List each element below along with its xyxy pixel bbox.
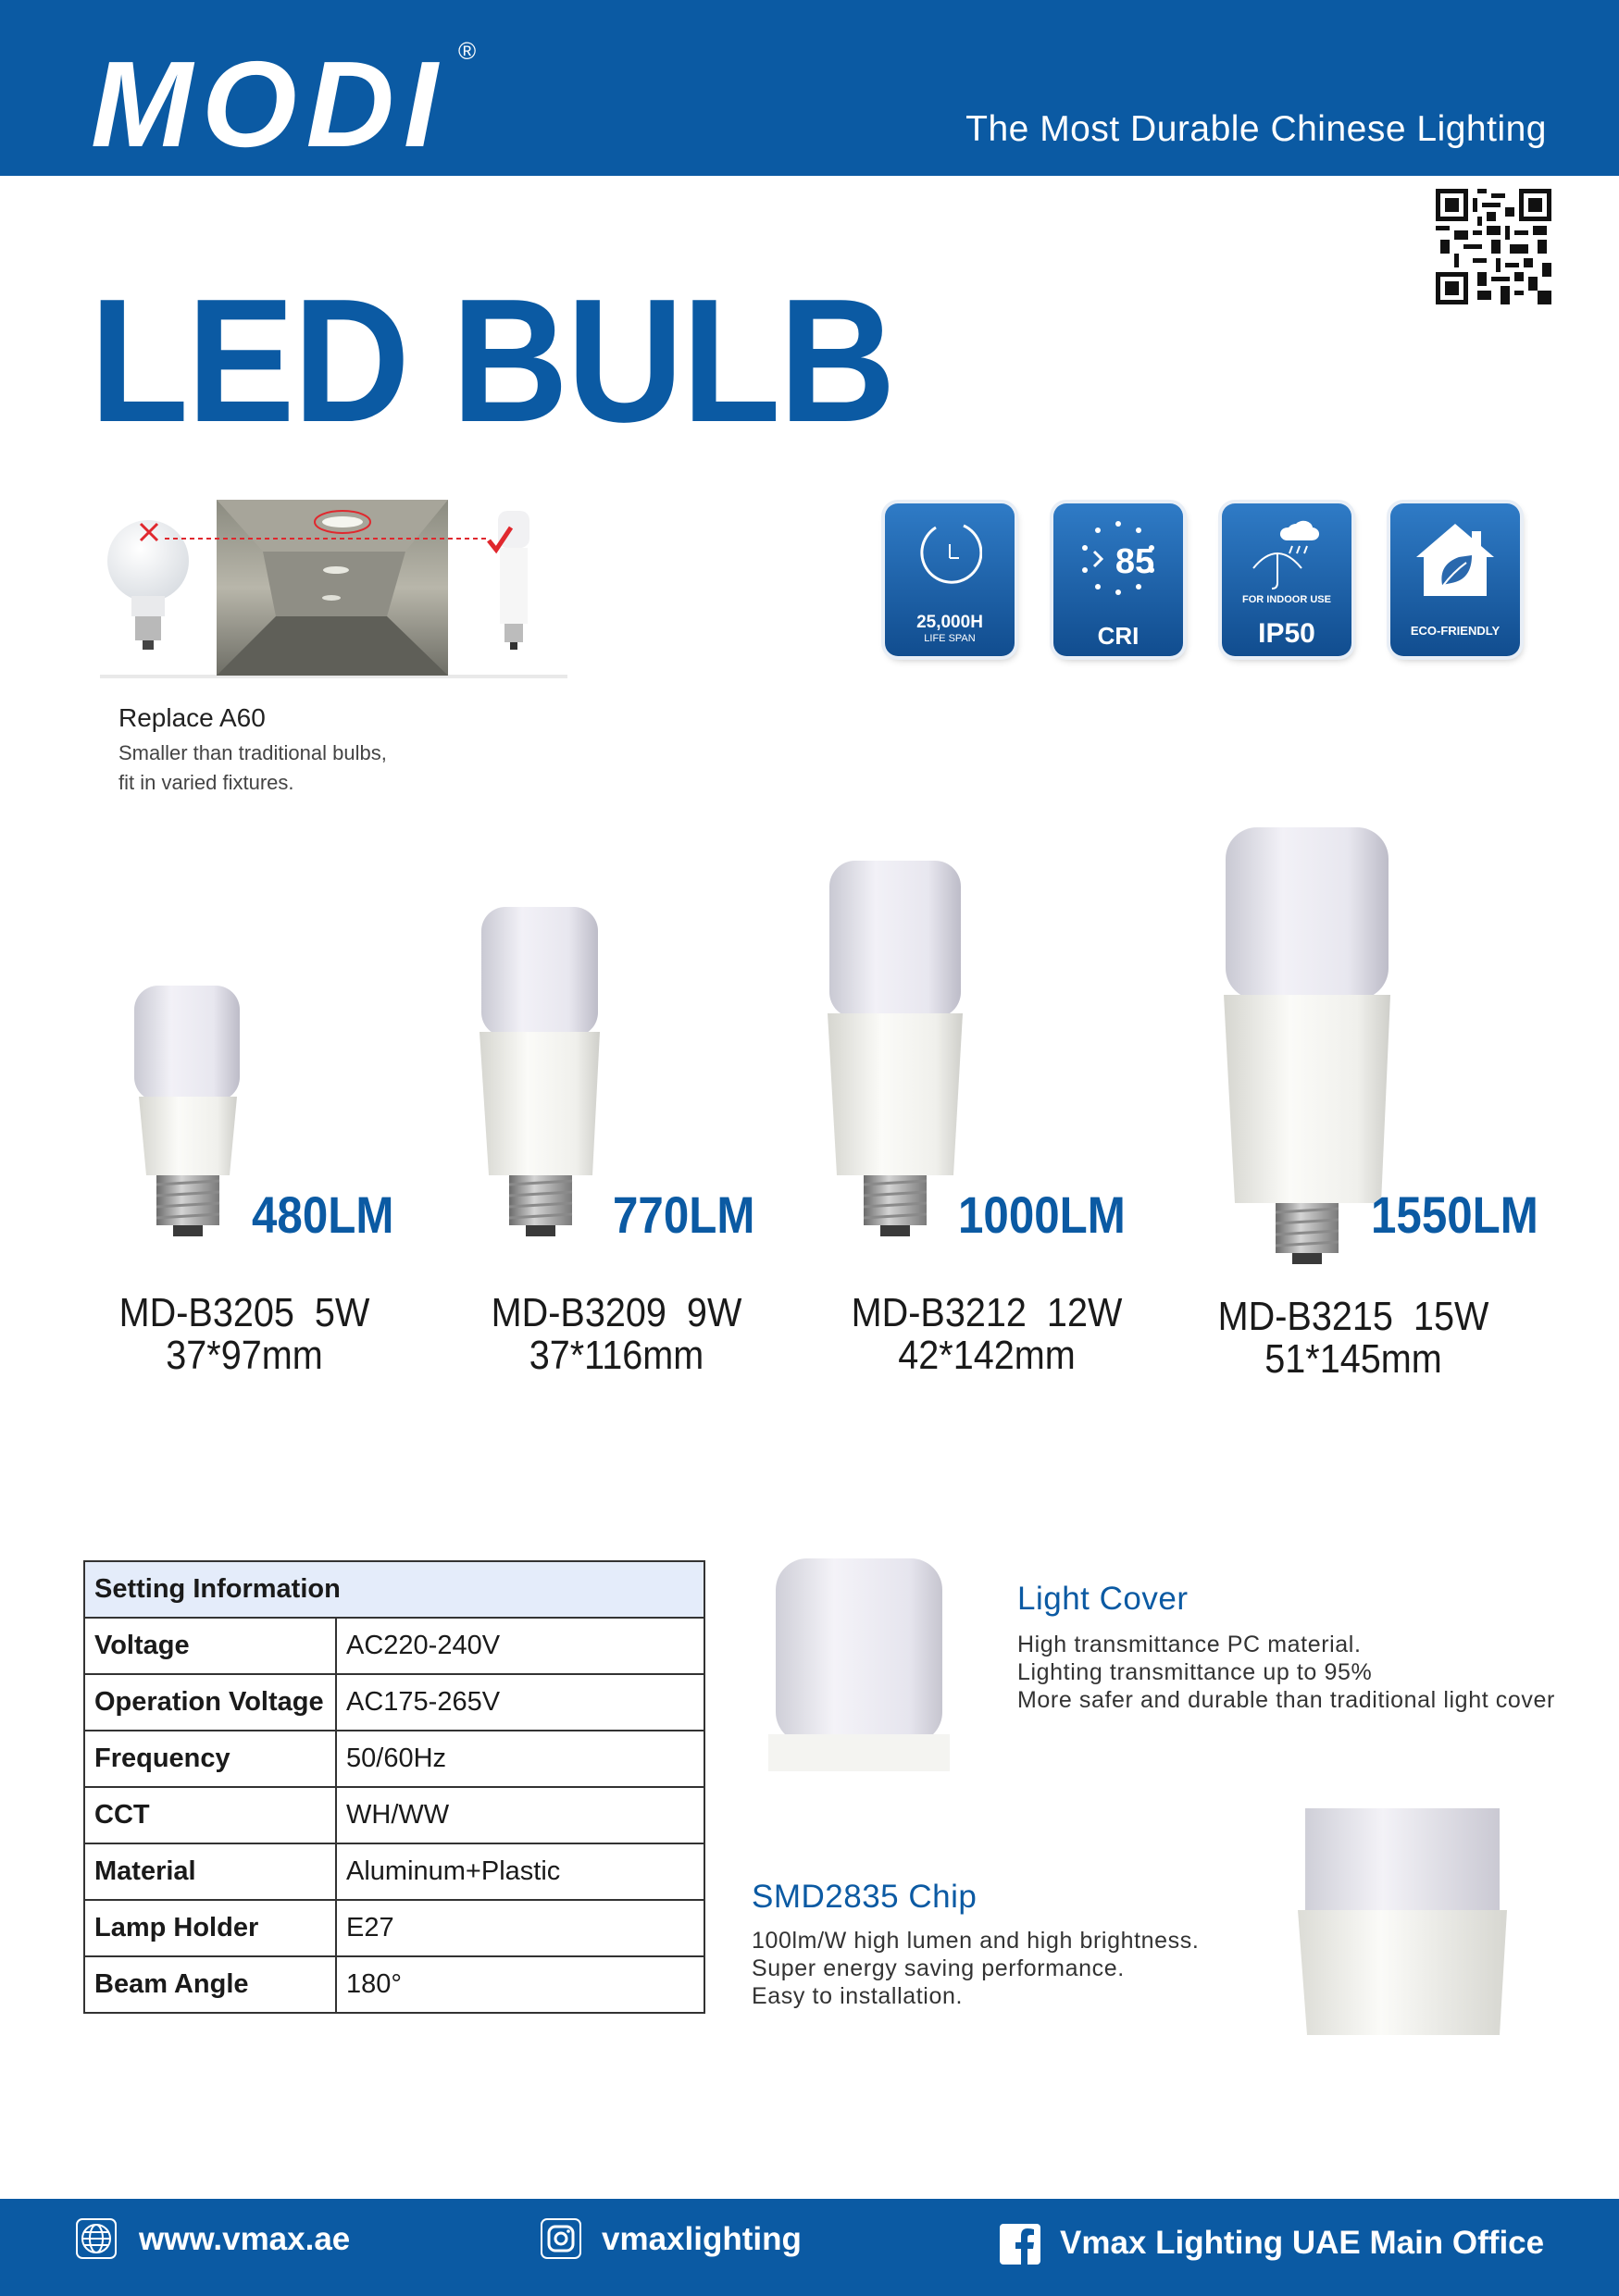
bulb-480lm — [134, 986, 240, 1236]
model-name: MD-B3215 15W — [1217, 1294, 1489, 1339]
table-row — [84, 1674, 704, 1731]
cri-label: CRI — [1097, 622, 1140, 650]
product-model-b3212 — [845, 1292, 1128, 1377]
spec-value: 50/60Hz — [336, 1731, 704, 1787]
spec-table-header: Setting Information — [84, 1561, 704, 1618]
replace-description — [118, 738, 387, 798]
instagram-icon — [541, 2218, 581, 2259]
registered-mark: ® — [458, 37, 477, 65]
light-cover-image — [766, 1558, 952, 1771]
light-cover-line: High transmittance PC material. — [1017, 1632, 1362, 1657]
model-size: 42*142mm — [898, 1333, 1076, 1378]
smd-chip-image — [1296, 1808, 1509, 2040]
cri-value: 85 — [1115, 542, 1155, 581]
footer-website-link[interactable]: www.vmax.ae — [139, 2221, 351, 2257]
model-name: MD-B3205 5W — [118, 1290, 370, 1335]
feature-cri — [1053, 503, 1183, 656]
spec-value: WH/WW — [336, 1787, 704, 1843]
replace-title: Replace A60 — [118, 703, 266, 732]
chip-line: 100lm/W high lumen and high brightness. — [752, 1928, 1200, 1954]
replace-desc-line: fit in varied fixtures. — [118, 771, 294, 794]
spec-table — [83, 1560, 705, 2014]
spec-value: AC175-265V — [336, 1674, 704, 1731]
lumen-1000: 1000LM — [958, 1185, 1126, 1244]
product-model-b3215 — [1212, 1296, 1495, 1381]
light-cover-line: More safer and durable than traditional light cover — [1017, 1687, 1555, 1713]
table-row — [84, 1618, 704, 1674]
replace-a60-illustration — [100, 496, 567, 686]
spec-key: Material — [84, 1843, 336, 1900]
lifespan-value: 25,000H — [916, 613, 983, 632]
spec-key: Lamp Holder — [84, 1900, 336, 1956]
lumen-770: 770LM — [613, 1185, 755, 1244]
product-model-b3209 — [475, 1292, 758, 1377]
table-row — [84, 1843, 704, 1900]
umbrella-rain-icon — [1248, 516, 1326, 600]
product-model-b3205 — [103, 1292, 386, 1377]
table-row — [84, 1731, 704, 1787]
globe-icon — [76, 2218, 117, 2259]
model-size: 37*116mm — [529, 1333, 704, 1378]
footer-facebook-link[interactable]: Vmax Lighting UAE Main Office — [1060, 2225, 1545, 2261]
light-cover-description — [1017, 1631, 1555, 1714]
bulb-1550lm — [1224, 827, 1390, 1264]
spec-value: 180° — [336, 1956, 704, 2013]
lumen-1550: 1550LM — [1371, 1185, 1538, 1244]
feature-ip50 — [1222, 503, 1351, 656]
replace-desc-line: Smaller than traditional bulbs, — [118, 741, 387, 764]
model-size: 51*145mm — [1264, 1336, 1442, 1382]
chip-title: SMD2835 Chip — [752, 1879, 978, 1915]
spec-key: Voltage — [84, 1618, 336, 1674]
bulb-1000lm — [828, 861, 963, 1236]
spec-key: Beam Angle — [84, 1956, 336, 2013]
tagline: The Most Durable Chinese Lighting — [965, 109, 1547, 149]
lifespan-caption: LIFE SPAN — [924, 633, 976, 644]
model-size: 37*97mm — [166, 1333, 323, 1378]
chip-line: Easy to installation. — [752, 1983, 963, 2009]
facebook-icon — [1000, 2224, 1040, 2265]
light-cover-line: Lighting transmittance up to 95% — [1017, 1659, 1373, 1685]
lumen-480: 480LM — [252, 1185, 394, 1244]
light-cover-title: Light Cover — [1017, 1581, 1189, 1617]
eco-house-icon — [1411, 515, 1500, 603]
qr-code-icon — [1436, 189, 1551, 304]
feature-eco-friendly — [1390, 503, 1520, 656]
page-title: LED BULB — [90, 263, 894, 459]
model-name: MD-B3209 9W — [491, 1290, 742, 1335]
footer-instagram-link[interactable]: vmaxlighting — [602, 2221, 802, 2257]
chip-line: Super energy saving performance. — [752, 1955, 1125, 1981]
model-name: MD-B3212 12W — [851, 1290, 1123, 1335]
spec-value: AC220-240V — [336, 1618, 704, 1674]
spec-value: Aluminum+Plastic — [336, 1843, 704, 1900]
spec-key: Frequency — [84, 1731, 336, 1787]
spec-key: Operation Voltage — [84, 1674, 336, 1731]
ip50-caption: FOR INDOOR USE — [1242, 594, 1331, 605]
feature-lifespan — [885, 503, 1015, 656]
spec-key: CCT — [84, 1787, 336, 1843]
ip50-label: IP50 — [1258, 618, 1315, 649]
table-row — [84, 1787, 704, 1843]
spec-table-header-row — [84, 1561, 704, 1618]
chip-description — [752, 1927, 1199, 2010]
spec-value: E27 — [336, 1900, 704, 1956]
table-row — [84, 1956, 704, 2013]
brand-logo: MODI — [91, 36, 447, 172]
table-row — [84, 1900, 704, 1956]
clock-icon — [917, 516, 982, 600]
eco-label: ECO-FRIENDLY — [1410, 624, 1501, 638]
bulb-770lm — [479, 907, 600, 1236]
